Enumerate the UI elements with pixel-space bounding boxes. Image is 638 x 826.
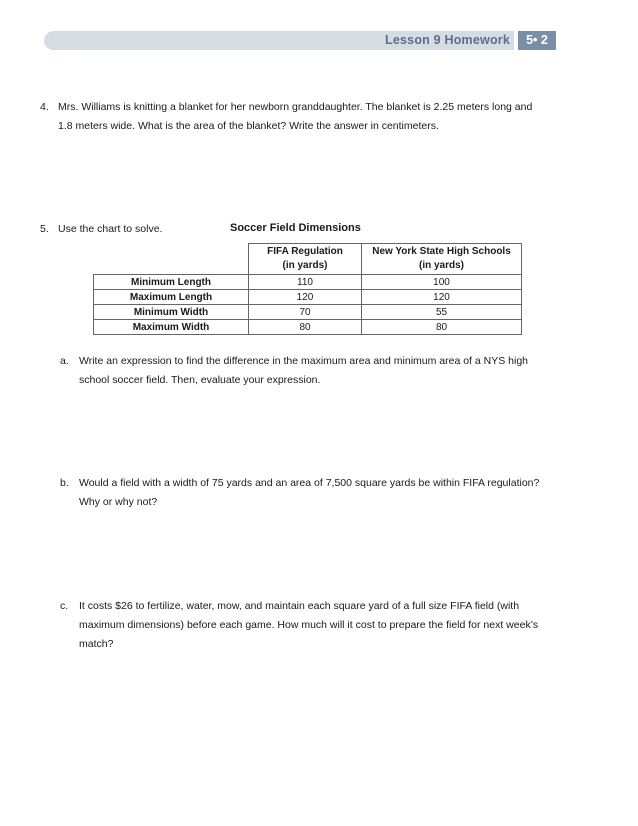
- column-header-fifa: [249, 244, 362, 275]
- column-header-line: (in yards): [282, 260, 328, 271]
- table-row: [94, 275, 522, 290]
- nys-value: 100: [362, 275, 522, 290]
- nys-value: 80: [362, 320, 522, 335]
- question-text-line: 1.8 meters wide. What is the area of the blanket? Write the answer in centimeters.: [58, 120, 439, 132]
- row-label: Maximum Length: [94, 290, 249, 305]
- table-row: [94, 290, 522, 305]
- column-header-line: FIFA Regulation: [267, 246, 343, 257]
- question-5b: [60, 474, 600, 514]
- fifa-value: 120: [249, 290, 362, 305]
- fifa-value: 70: [249, 305, 362, 320]
- question-4: [40, 98, 600, 138]
- subquestion-text-line: It costs $26 to fertilize, water, mow, and maintain each square yard of a full size FIFA field (with: [79, 600, 520, 612]
- subquestion-text-line: maximum dimensions) before each game. How much will it cost to prepare the field for next week’s: [79, 619, 539, 631]
- subquestion-text-line: school soccer field. Then, evaluate your expression.: [79, 374, 321, 386]
- lesson-title: Lesson 9 Homework: [385, 33, 510, 47]
- row-label: Minimum Width: [94, 305, 249, 320]
- subquestion-label: a.: [60, 355, 69, 367]
- subquestion-text-line: Write an expression to find the difference in the maximum area and minimum area of a NYS high: [79, 355, 529, 367]
- question-text-line: Mrs. Williams is knitting a blanket for her newborn granddaughter. The blanket is 2.25 meters long and: [58, 101, 533, 113]
- question-5c: [60, 597, 600, 657]
- subquestion-text-line: Would a field with a width of 75 yards and an area of 7,500 square yards be within FIFA regulation?: [79, 477, 540, 489]
- row-label: Maximum Width: [94, 320, 249, 335]
- fifa-value: 110: [249, 275, 362, 290]
- question-number: 5.: [40, 223, 49, 235]
- soccer-dimensions-table: [93, 243, 522, 335]
- table-title: Soccer Field Dimensions: [230, 222, 361, 234]
- row-label: Minimum Length: [94, 275, 249, 290]
- column-header-nys: [362, 244, 522, 275]
- question-5a: [60, 352, 600, 392]
- question-number: 4.: [40, 101, 49, 113]
- table-header-row: [94, 244, 522, 275]
- nys-value: 120: [362, 290, 522, 305]
- fifa-value: 80: [249, 320, 362, 335]
- question-5: [40, 220, 220, 240]
- module-badge: 5• 2: [518, 31, 556, 50]
- subquestion-label: b.: [60, 477, 69, 489]
- subquestion-text-line: match?: [79, 638, 114, 650]
- question-text-line: Use the chart to solve.: [58, 223, 163, 235]
- table-corner: [94, 244, 249, 275]
- subquestion-label: c.: [60, 600, 69, 612]
- table-row: [94, 305, 522, 320]
- nys-value: 55: [362, 305, 522, 320]
- column-header-line: New York State High Schools: [372, 246, 511, 257]
- column-header-line: (in yards): [418, 260, 464, 271]
- subquestion-text-line: Why or why not?: [79, 496, 158, 508]
- table-row: [94, 320, 522, 335]
